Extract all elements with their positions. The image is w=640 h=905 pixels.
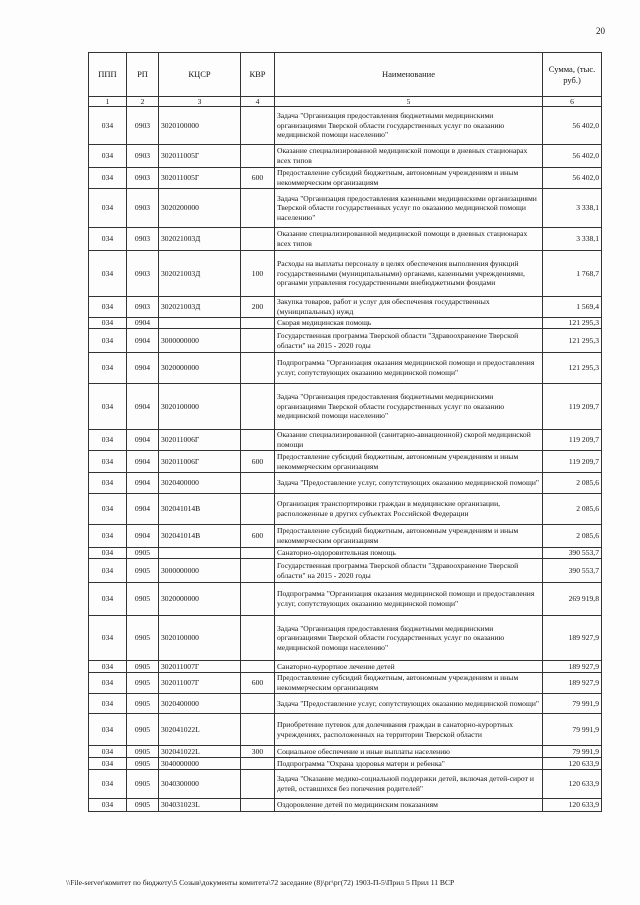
table-row bbox=[89, 189, 602, 228]
cell-kcsr: 302011006Г bbox=[159, 451, 241, 473]
header-ppp: ППП bbox=[89, 53, 127, 97]
cell-name: Задача "Организация предоставления бюджетными медицинскими организациями Тверской области государственных услуг по оказанию медицинской помощи населению" bbox=[275, 616, 543, 661]
column-index: 5 bbox=[275, 97, 543, 107]
cell-name: Приобретение путевок для долечивания граждан в санаторно-курортных учреждениях, расположенных на территории Тверской области bbox=[275, 714, 543, 746]
cell-kvr bbox=[241, 616, 275, 661]
cell-kvr bbox=[241, 799, 275, 812]
column-index: 3 bbox=[159, 97, 241, 107]
cell-kcsr bbox=[159, 318, 241, 329]
cell-kcsr: 3020100000 bbox=[159, 107, 241, 145]
cell-kcsr: 3020000000 bbox=[159, 583, 241, 616]
cell-name: Задача "Предоставление услуг, сопутствующих оказанию медицинской помощи" bbox=[275, 473, 543, 494]
table-row bbox=[89, 251, 602, 297]
cell-ppp: 034 bbox=[89, 318, 127, 329]
cell-ppp: 034 bbox=[89, 494, 127, 525]
cell-kvr bbox=[241, 694, 275, 714]
cell-sum: 390 553,7 bbox=[543, 548, 602, 559]
cell-kcsr: 302011006Г bbox=[159, 430, 241, 451]
cell-ppp: 034 bbox=[89, 583, 127, 616]
cell-kvr bbox=[241, 228, 275, 251]
cell-kcsr: 3000000000 bbox=[159, 559, 241, 583]
cell-ppp: 034 bbox=[89, 451, 127, 473]
table-row bbox=[89, 494, 602, 525]
cell-ppp: 034 bbox=[89, 384, 127, 430]
cell-kvr: 600 bbox=[241, 168, 275, 189]
cell-ppp: 034 bbox=[89, 714, 127, 746]
cell-kvr bbox=[241, 353, 275, 384]
cell-kvr: 600 bbox=[241, 451, 275, 473]
cell-name: Задача "Организация предоставления казенными медицинскими организациями Тверской области государственных услуг по оказанию медицинской помощи населению" bbox=[275, 189, 543, 228]
cell-name: Подпрограмма "Организация оказания медицинской помощи и предоставления услуг, сопутствующих оказанию медицинской помощи" bbox=[275, 583, 543, 616]
cell-sum: 1 569,4 bbox=[543, 297, 602, 318]
table-row bbox=[89, 583, 602, 616]
cell-name: Задача "Предоставление услуг, сопутствующих оказанию медицинской помощи" bbox=[275, 694, 543, 714]
cell-ppp: 034 bbox=[89, 430, 127, 451]
cell-kcsr: 3020100000 bbox=[159, 384, 241, 430]
table-body bbox=[89, 107, 602, 812]
cell-kvr bbox=[241, 559, 275, 583]
header-rp: РП bbox=[127, 53, 159, 97]
cell-rp: 0905 bbox=[127, 799, 159, 812]
cell-ppp: 034 bbox=[89, 168, 127, 189]
cell-kvr bbox=[241, 430, 275, 451]
cell-name: Подпрограмма "Охрана здоровья матери и ребенка" bbox=[275, 758, 543, 770]
cell-kcsr: 3020100000 bbox=[159, 616, 241, 661]
cell-rp: 0903 bbox=[127, 145, 159, 168]
table-row bbox=[89, 661, 602, 673]
table-row bbox=[89, 694, 602, 714]
table-row bbox=[89, 318, 602, 329]
table-row bbox=[89, 168, 602, 189]
cell-kcsr: 302041022L bbox=[159, 714, 241, 746]
cell-name: Закупка товаров, работ и услуг для обеспечения государственных (муниципальных) нужд bbox=[275, 297, 543, 318]
cell-rp: 0904 bbox=[127, 494, 159, 525]
table-row bbox=[89, 228, 602, 251]
cell-name: Санаторно-курортное лечение детей bbox=[275, 661, 543, 673]
cell-kcsr: 302041014В bbox=[159, 494, 241, 525]
cell-ppp: 034 bbox=[89, 145, 127, 168]
cell-kcsr: 3020400000 bbox=[159, 694, 241, 714]
table-row bbox=[89, 559, 602, 583]
cell-kcsr: 302021003Д bbox=[159, 297, 241, 318]
table-row bbox=[89, 673, 602, 694]
cell-name: Социальное обеспечение и иные выплаты населению bbox=[275, 746, 543, 758]
cell-kvr: 100 bbox=[241, 251, 275, 297]
cell-rp: 0904 bbox=[127, 473, 159, 494]
cell-ppp: 034 bbox=[89, 189, 127, 228]
cell-sum: 189 927,9 bbox=[543, 616, 602, 661]
cell-ppp: 034 bbox=[89, 548, 127, 559]
cell-name: Предоставление субсидий бюджетным, автономным учреждениям и иным некоммерческим организациям bbox=[275, 673, 543, 694]
cell-sum: 121 295,3 bbox=[543, 318, 602, 329]
cell-sum: 2 085,6 bbox=[543, 494, 602, 525]
cell-rp: 0903 bbox=[127, 189, 159, 228]
table-row bbox=[89, 329, 602, 353]
cell-rp: 0905 bbox=[127, 548, 159, 559]
table-row bbox=[89, 525, 602, 548]
cell-name: Скорая медицинская помощь bbox=[275, 318, 543, 329]
cell-rp: 0903 bbox=[127, 297, 159, 318]
file-path-footer: \\File-server\комитет по бюджету\5 Созыв\документы комитета\72 заседание (8)\рг\рг(72) 1903-П-5\Прил 5 Прил 11 ВСР bbox=[66, 878, 455, 887]
cell-kcsr: 302011007Г bbox=[159, 661, 241, 673]
cell-ppp: 034 bbox=[89, 251, 127, 297]
cell-sum: 119 209,7 bbox=[543, 430, 602, 451]
cell-ppp: 034 bbox=[89, 694, 127, 714]
cell-sum: 79 991,9 bbox=[543, 746, 602, 758]
cell-sum: 3 338,1 bbox=[543, 228, 602, 251]
cell-kcsr: 3040300000 bbox=[159, 770, 241, 799]
table-row bbox=[89, 746, 602, 758]
budget-table bbox=[88, 52, 602, 812]
column-index-row bbox=[89, 97, 602, 107]
cell-sum: 390 553,7 bbox=[543, 559, 602, 583]
cell-kvr bbox=[241, 107, 275, 145]
cell-ppp: 034 bbox=[89, 525, 127, 548]
table-row bbox=[89, 145, 602, 168]
cell-sum: 56 402,0 bbox=[543, 145, 602, 168]
cell-ppp: 034 bbox=[89, 661, 127, 673]
cell-sum: 189 927,9 bbox=[543, 661, 602, 673]
cell-name: Оказание специализированной медицинской помощи в дневных стационарах всех типов bbox=[275, 228, 543, 251]
cell-kcsr: 3020000000 bbox=[159, 353, 241, 384]
cell-ppp: 034 bbox=[89, 297, 127, 318]
cell-kvr bbox=[241, 473, 275, 494]
cell-name: Предоставление субсидий бюджетным, автономным учреждениям и иным некоммерческим организациям bbox=[275, 451, 543, 473]
cell-sum: 121 295,3 bbox=[543, 329, 602, 353]
table-row bbox=[89, 430, 602, 451]
cell-rp: 0904 bbox=[127, 525, 159, 548]
header-sum: Сумма, (тыс. руб.) bbox=[543, 53, 602, 97]
cell-name: Организация транспортировки граждан в медицинские организации, расположенные в других субъектах Российской Федерации bbox=[275, 494, 543, 525]
cell-rp: 0905 bbox=[127, 661, 159, 673]
table-row bbox=[89, 770, 602, 799]
cell-rp: 0905 bbox=[127, 616, 159, 661]
table-row bbox=[89, 799, 602, 812]
table-row bbox=[89, 616, 602, 661]
cell-kcsr: 3020200000 bbox=[159, 189, 241, 228]
cell-rp: 0905 bbox=[127, 559, 159, 583]
cell-name: Оздоровление детей по медицинским показаниям bbox=[275, 799, 543, 812]
cell-sum: 120 633,9 bbox=[543, 758, 602, 770]
cell-name: Подпрограмма "Организация оказания медицинской помощи и предоставления услуг, сопутствующих оказанию медицинской помощи" bbox=[275, 353, 543, 384]
cell-kvr bbox=[241, 548, 275, 559]
cell-sum: 79 991,9 bbox=[543, 714, 602, 746]
table-row bbox=[89, 548, 602, 559]
cell-name: Задача "Оказание медико-социальной поддержки детей, включая детей-сирот и детей, оставшихся без попечения родителей" bbox=[275, 770, 543, 799]
cell-kvr bbox=[241, 318, 275, 329]
table-row bbox=[89, 758, 602, 770]
cell-kcsr bbox=[159, 548, 241, 559]
cell-kvr: 600 bbox=[241, 525, 275, 548]
budget-table-container bbox=[88, 52, 602, 812]
cell-ppp: 034 bbox=[89, 746, 127, 758]
cell-rp: 0903 bbox=[127, 228, 159, 251]
cell-rp: 0904 bbox=[127, 384, 159, 430]
cell-name: Предоставление субсидий бюджетным, автономным учреждениям и иным некоммерческим организациям bbox=[275, 525, 543, 548]
cell-kvr bbox=[241, 494, 275, 525]
cell-kcsr: 302011005Г bbox=[159, 168, 241, 189]
cell-name: Задача "Организация предоставления бюджетными медицинскими организациями Тверской области государственных услуг по оказанию медицинской помощи населению" bbox=[275, 384, 543, 430]
cell-kvr bbox=[241, 583, 275, 616]
table-row bbox=[89, 297, 602, 318]
cell-kvr bbox=[241, 770, 275, 799]
cell-name: Санаторно-оздоровительная помощь bbox=[275, 548, 543, 559]
column-index: 1 bbox=[89, 97, 127, 107]
cell-rp: 0904 bbox=[127, 430, 159, 451]
cell-sum: 1 768,7 bbox=[543, 251, 602, 297]
cell-ppp: 034 bbox=[89, 228, 127, 251]
cell-rp: 0904 bbox=[127, 451, 159, 473]
cell-sum: 2 085,6 bbox=[543, 525, 602, 548]
cell-kcsr: 302021003Д bbox=[159, 228, 241, 251]
cell-name: Государственная программа Тверской области "Здравоохранение Тверской области" на 2015 - 2020 годы bbox=[275, 329, 543, 353]
cell-rp: 0905 bbox=[127, 714, 159, 746]
cell-kvr: 600 bbox=[241, 673, 275, 694]
page-number: 20 bbox=[596, 26, 605, 36]
cell-rp: 0903 bbox=[127, 107, 159, 145]
cell-kcsr: 302021003Д bbox=[159, 251, 241, 297]
cell-name: Государственная программа Тверской области "Здравоохранение Тверской области" на 2015 - 2020 годы bbox=[275, 559, 543, 583]
cell-ppp: 034 bbox=[89, 353, 127, 384]
cell-rp: 0905 bbox=[127, 758, 159, 770]
cell-kcsr: 304031023L bbox=[159, 799, 241, 812]
cell-ppp: 034 bbox=[89, 673, 127, 694]
cell-name: Оказание специализированной медицинской помощи в дневных стационарах всех типов bbox=[275, 145, 543, 168]
cell-rp: 0904 bbox=[127, 329, 159, 353]
cell-rp: 0905 bbox=[127, 583, 159, 616]
cell-rp: 0904 bbox=[127, 353, 159, 384]
table-row bbox=[89, 353, 602, 384]
cell-kvr bbox=[241, 145, 275, 168]
column-index: 6 bbox=[543, 97, 602, 107]
table-row bbox=[89, 473, 602, 494]
cell-sum: 120 633,9 bbox=[543, 770, 602, 799]
header-kvr: КВР bbox=[241, 53, 275, 97]
cell-sum: 121 295,3 bbox=[543, 353, 602, 384]
cell-kvr bbox=[241, 661, 275, 673]
cell-sum: 119 209,7 bbox=[543, 384, 602, 430]
cell-kcsr: 3000000000 bbox=[159, 329, 241, 353]
cell-rp: 0905 bbox=[127, 746, 159, 758]
cell-kvr bbox=[241, 758, 275, 770]
header-name: Наименование bbox=[275, 53, 543, 97]
table-row bbox=[89, 451, 602, 473]
cell-kcsr: 302011007Г bbox=[159, 673, 241, 694]
cell-kvr bbox=[241, 384, 275, 430]
cell-kcsr: 3040000000 bbox=[159, 758, 241, 770]
cell-kvr: 300 bbox=[241, 746, 275, 758]
cell-rp: 0903 bbox=[127, 251, 159, 297]
cell-kvr bbox=[241, 189, 275, 228]
header-kcsr: КЦСР bbox=[159, 53, 241, 97]
cell-kcsr: 3020400000 bbox=[159, 473, 241, 494]
column-index: 4 bbox=[241, 97, 275, 107]
cell-ppp: 034 bbox=[89, 329, 127, 353]
cell-kvr bbox=[241, 329, 275, 353]
cell-rp: 0903 bbox=[127, 168, 159, 189]
cell-name: Задача "Организация предоставления бюджетными медицинскими организациями Тверской области государственных услуг по оказанию медицинской помощи населению" bbox=[275, 107, 543, 145]
cell-rp: 0905 bbox=[127, 770, 159, 799]
cell-sum: 3 338,1 bbox=[543, 189, 602, 228]
cell-ppp: 034 bbox=[89, 770, 127, 799]
cell-rp: 0905 bbox=[127, 694, 159, 714]
cell-sum: 269 919,8 bbox=[543, 583, 602, 616]
column-index: 2 bbox=[127, 97, 159, 107]
cell-kcsr: 302011005Г bbox=[159, 145, 241, 168]
cell-sum: 2 085,6 bbox=[543, 473, 602, 494]
table-row bbox=[89, 107, 602, 145]
cell-sum: 189 927,9 bbox=[543, 673, 602, 694]
cell-sum: 79 991,9 bbox=[543, 694, 602, 714]
cell-sum: 120 633,9 bbox=[543, 799, 602, 812]
table-header-row bbox=[89, 53, 602, 97]
cell-kvr: 200 bbox=[241, 297, 275, 318]
cell-ppp: 034 bbox=[89, 473, 127, 494]
cell-kcsr: 302041014В bbox=[159, 525, 241, 548]
cell-name: Предоставление субсидий бюджетным, автономным учреждениям и иным некоммерческим организациям bbox=[275, 168, 543, 189]
table-row bbox=[89, 384, 602, 430]
cell-ppp: 034 bbox=[89, 799, 127, 812]
cell-ppp: 034 bbox=[89, 616, 127, 661]
cell-ppp: 034 bbox=[89, 559, 127, 583]
cell-sum: 56 402,0 bbox=[543, 168, 602, 189]
cell-sum: 56 402,0 bbox=[543, 107, 602, 145]
cell-name: Оказание специализированной (санитарно-авиационной) скорой медицинской помощи bbox=[275, 430, 543, 451]
cell-kvr bbox=[241, 714, 275, 746]
cell-sum: 119 209,7 bbox=[543, 451, 602, 473]
table-row bbox=[89, 714, 602, 746]
cell-rp: 0905 bbox=[127, 673, 159, 694]
cell-ppp: 034 bbox=[89, 107, 127, 145]
cell-ppp: 034 bbox=[89, 758, 127, 770]
cell-kcsr: 302041022L bbox=[159, 746, 241, 758]
cell-rp: 0904 bbox=[127, 318, 159, 329]
cell-name: Расходы на выплаты персоналу в целях обеспечения выполнения функций государственными (муниципальными) органами, казенными учреждениями, органами управления государственными внебюджетными фондами bbox=[275, 251, 543, 297]
